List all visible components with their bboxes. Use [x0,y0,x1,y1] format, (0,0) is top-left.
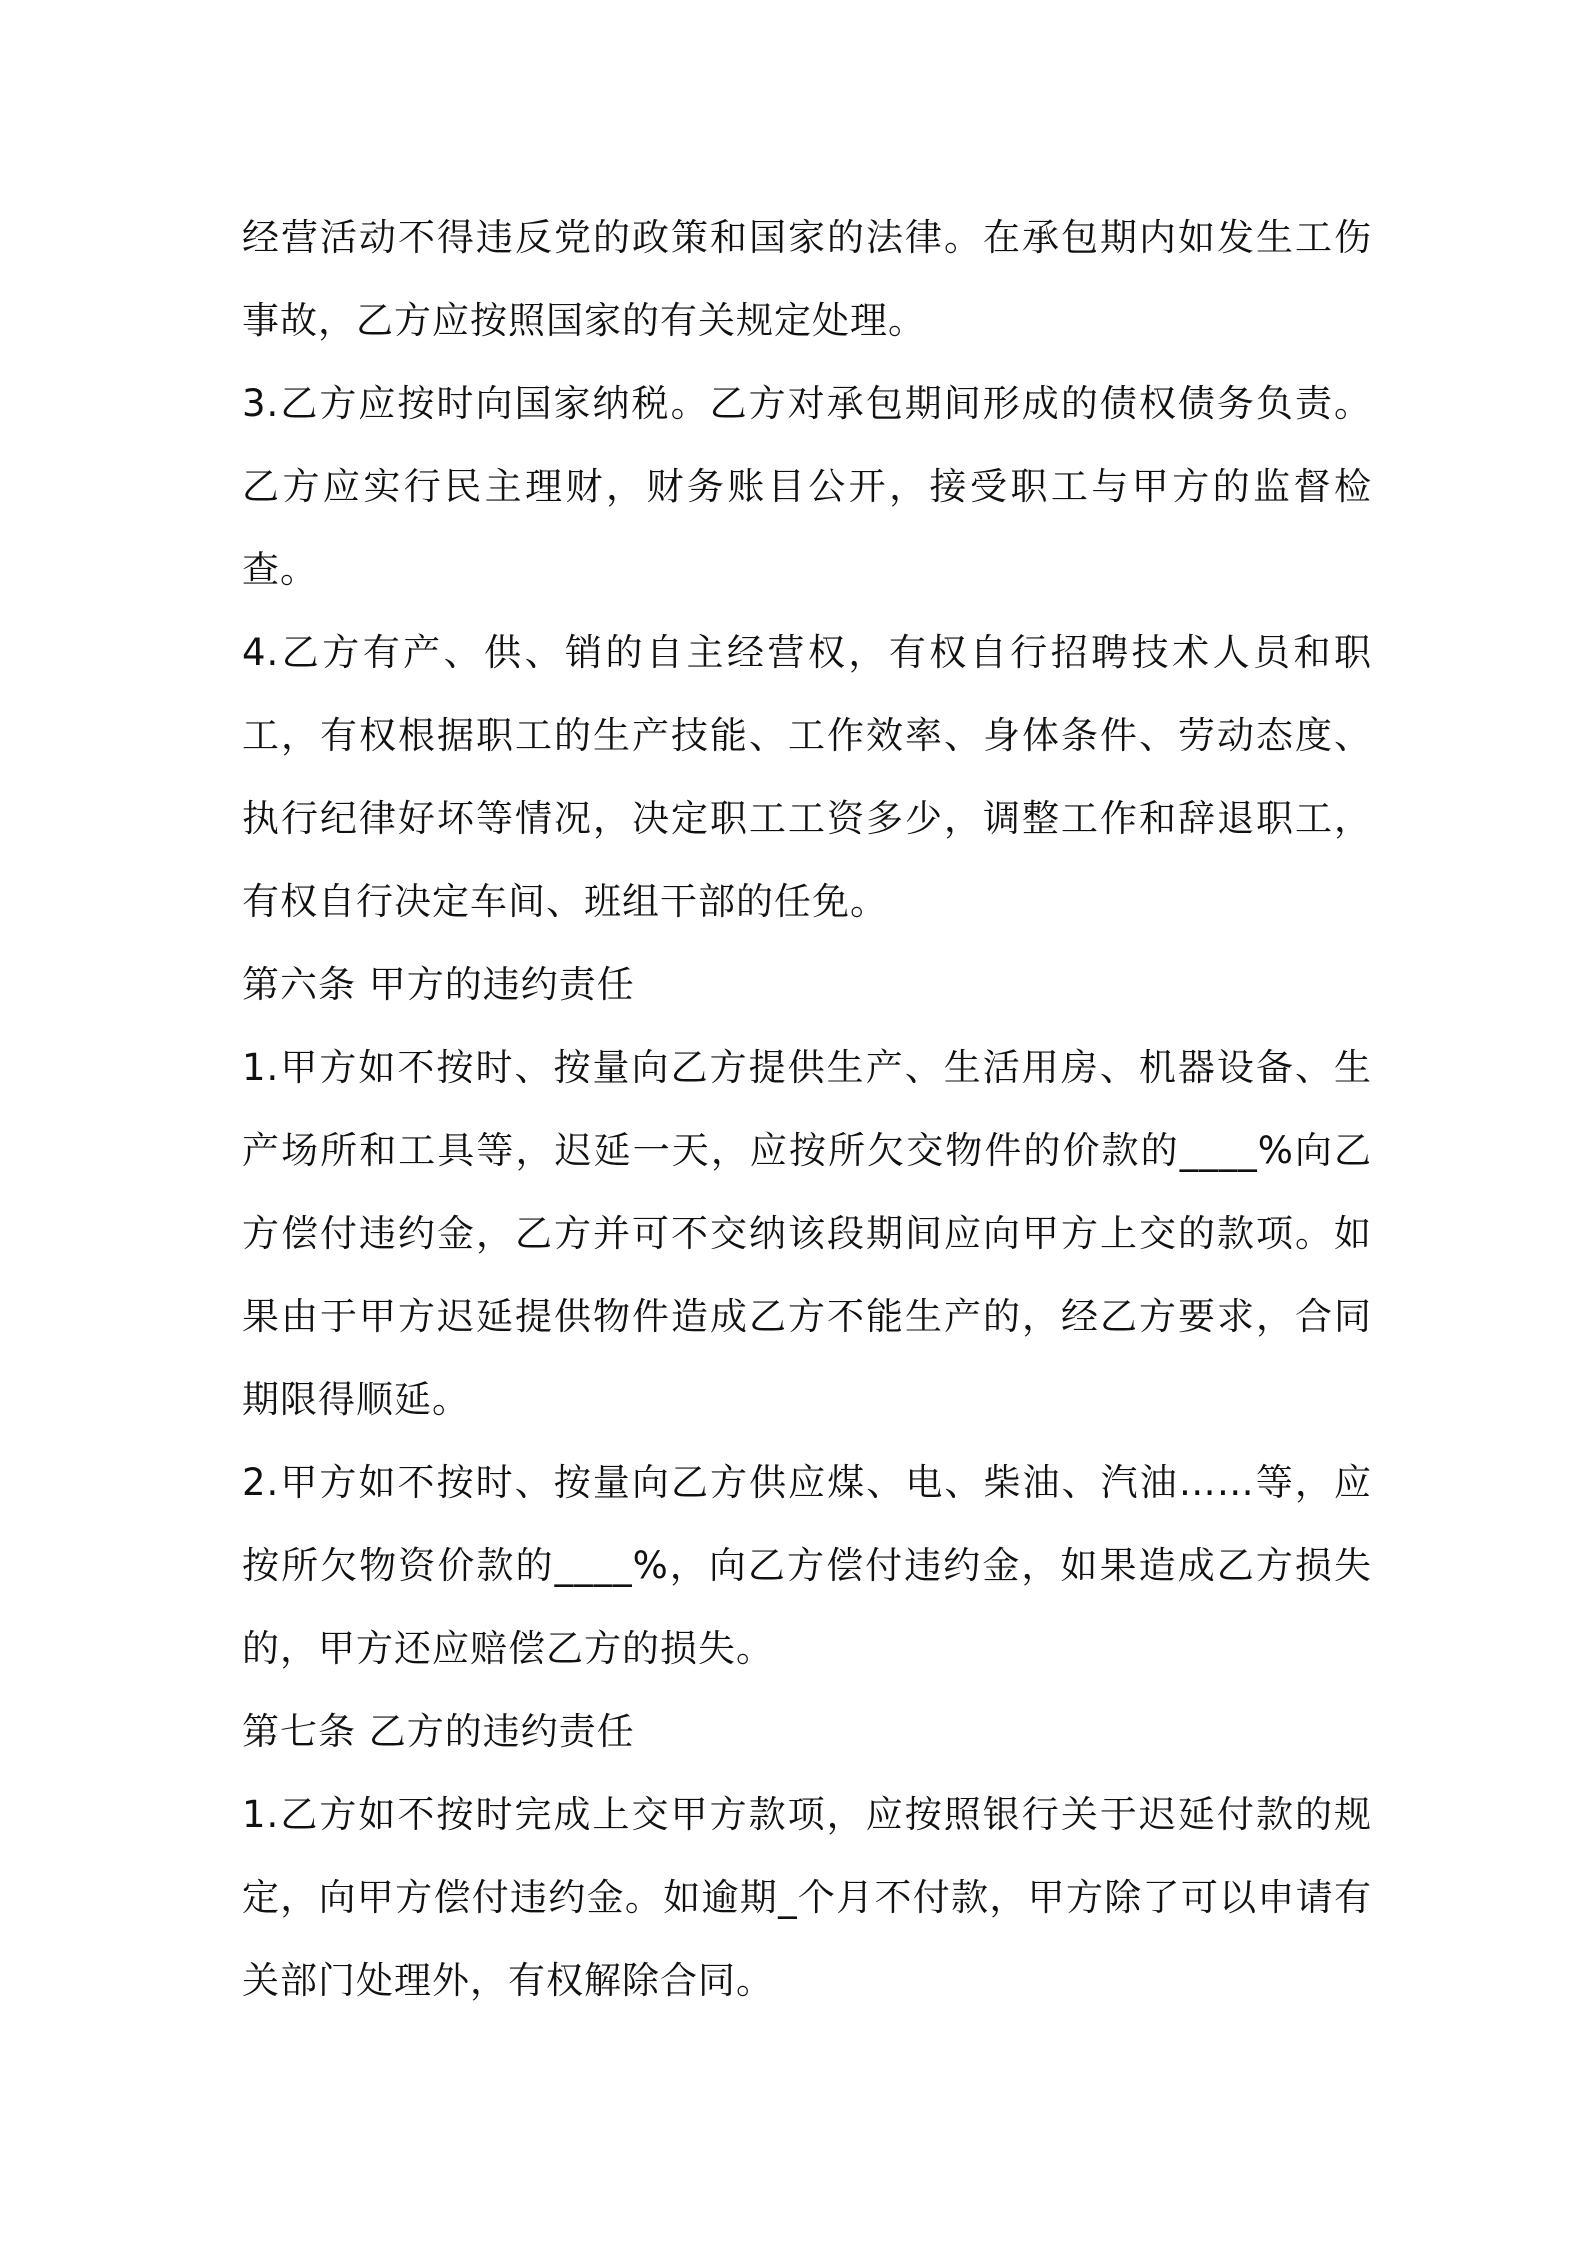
article-6-heading: 第六条 甲方的违约责任 [242,963,635,1006]
article-7-heading: 第七条 乙方的违约责任 [242,1710,635,1753]
paragraph-clause-3-tax: 3.乙方应按时向国家纳税。乙方对承包期间形成的债权债务负责。乙方应实行民主理财，财务账目公开，接受职工与甲方的监督检查。 [242,382,1372,591]
paragraph-labor-accident: 经营活动不得违反党的政策和国家的法律。在承包期内如发生工伤事故，乙方应按照国家的有关规定处理。 [242,216,1372,342]
paragraph-article-6-item-2: 2.甲方如不按时、按量向乙方供应煤、电、柴油、汽油……等，应按所欠物资价款的____%，向乙方偿付违约金，如果造成乙方损失的，甲方还应赔偿乙方的损失。 [242,1461,1372,1670]
paragraph-article-7-item-1: 1.乙方如不按时完成上交甲方款项，应按照银行关于迟延付款的规定，向甲方偿付违约金。如逾期_个月不付款，甲方除了可以申请有关部门处理外，有权解除合同。 [242,1793,1372,2002]
paragraph-clause-4-autonomy: 4.乙方有产、供、销的自主经营权，有权自行招聘技术人员和职工，有权根据职工的生产技能、工作效率、身体条件、劳动态度、执行纪律好坏等情况，决定职工工资多少，调整工作和辞退职工，有权自行决定车间、班组干部的任免。 [242,631,1372,923]
paragraph-article-6-item-1: 1.甲方如不按时、按量向乙方提供生产、生活用房、机器设备、生产场所和工具等，迟延一天，应按所欠交物件的价款的____%向乙方偿付违约金，乙方并可不交纳该段期间应向甲方上交的款项。如果由于甲方迟延提供物件造成乙方不能生产的，经乙方要求，合同期限得顺延。 [242,1046,1372,1421]
document-body [242,196,1372,2022]
